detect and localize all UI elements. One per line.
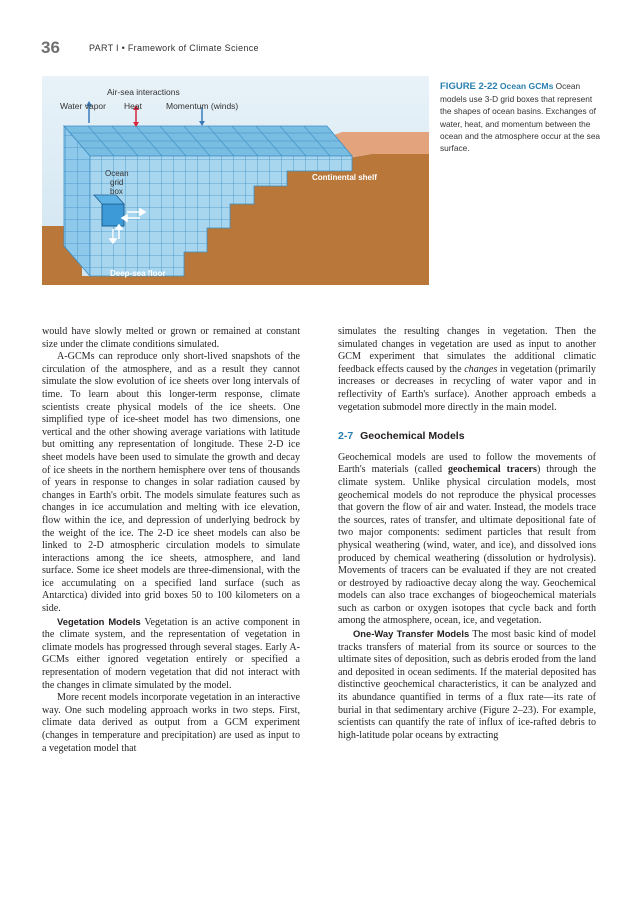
paragraph: One-Way Transfer Models The most basic kind of model tracks transfers of material from its source or sources to the ultimate sites of deposition, such as debris eroded from the land and deposited in ocean sediments. If the material deposited has distinctive geochemical characteristics, it can be analyzed and its abundance quantified in terms of a flux rate—its rate of burial in that sedimentary archive (Figure 2–23). For example, scientists can quantify the rate of influx of ice-rafted debris to high-latitude polar oceans by extracting (338, 628, 596, 741)
paragraph: would have slowly melted or grown or remained at constant size under the climate conditions simulated. (42, 326, 300, 350)
label-ocean-grid-1: Ocean (105, 169, 129, 178)
figure-caption (440, 80, 602, 154)
ocean-grid-box-highlight (102, 204, 124, 226)
label-momentum: Momentum (winds) (166, 101, 239, 111)
running-head: PART I • Framework of Climate Science (89, 43, 259, 53)
figure-ocean-gcm (42, 76, 429, 285)
ocean-grid-diagram (42, 76, 429, 285)
paragraph: Geochemical models are used to follow the movements of Earth's materials (called geochemical tracers) through the climate system. Unlike physical circulation models, most geochemical models do not reproduce the physical processes that govern the flow of air and water. Instead, the models trace the sources, rates of transfer, and ultimate depositional fate of two major components: sediment particles that result from physical weathering (wind, water, and ice), and dissolved ions produced by chemical weathering (dissolution or hydrolysis). Movements of tracers can be evaluated if they are not created or destroyed by radioactive decay along the way. Geochemical models can also trace exchanges of biogeochemical materials such as carbon or oxygen isotopes that cycle back and forth among the atmosphere, ocean, ice, and vegetation. (338, 451, 596, 627)
section-heading (338, 430, 596, 443)
label-deep-sea-floor: Deep-sea floor (110, 269, 166, 278)
figure-number: FIGURE 2-22 (440, 81, 498, 92)
label-ocean-grid-2: grid (110, 178, 124, 187)
figure-title: Ocean GCMs (499, 81, 554, 91)
body-column-left (42, 326, 300, 755)
run-in-heading-one-way: One-Way Transfer Models (353, 628, 470, 640)
emphasis: changes (464, 363, 498, 375)
label-continental-shelf: Continental shelf (312, 173, 377, 182)
figure-caption-text: Ocean models use 3-D grid boxes that represent the shapes of ocean basins. Exchanges of water, heat, and momentum between the ocean and the atmosphere occur at the sea surface. (440, 81, 601, 154)
paragraph: More recent models incorporate vegetation in an interactive way. One such modeling approach works in two steps. First, climate data derived as output from a GCM experiment (changes in temperature and precipitation) are used as input to a vegetation model that (42, 692, 300, 754)
label-heat: Heat (124, 101, 142, 111)
label-water-vapor: Water vapor (60, 101, 106, 111)
run-in-heading-vegetation: Vegetation Models (57, 615, 141, 627)
paragraph: Vegetation Models Vegetation is an active component in the climate system, and the representation of vegetation in climate models has progressed through several stages. Early A-GCMs either ignored vegetation entirely or specified a representation of modern vegetation that did not interact with the changes in climate simulated by the model. (42, 615, 300, 691)
label-ocean-grid-3: box (110, 187, 123, 196)
section-title: Geochemical Models (360, 430, 465, 443)
page-number: 36 (41, 38, 60, 57)
paragraph: A-GCMs can reproduce only short-lived snapshots of the circulation of the atmosphere, and as a result they cannot simulate the slow evolution of ice sheets over long intervals of time. To learn about this longer-term response, climate scientists create physical models of the ice sheets. One simplified type of ice-sheet model has two dimensions, one vertical and the other showing average variations with latitude but omitting any representation of longitude. These 2-D ice sheet models have been used to simulate the growth and decay of ice sheets in the northern hemisphere over tens of thousands of years in response to changes in solar radiation caused by changes in Earth's orbit. The models simulate features such as changes in ice accumulation and melting with ice elevation, flow within the ice, and depression of underlying bedrock by the weight of the ice. The 2-D ice sheet models can also be linked to 2-D atmospheric circulation models to simulate interactions among the ice sheets, atmosphere, and land surface. Some ice sheet models are three-dimensional, with the ice accumulating on a specified land surface (such as Antarctica) divided into grid boxes 50 to 100 kilometers on a side. (42, 351, 300, 615)
label-air-sea: Air-sea interactions (107, 87, 180, 97)
body-column-right (338, 326, 596, 742)
key-term: geochemical tracers (448, 464, 537, 476)
paragraph: simulates the resulting changes in vegetation. Then the simulated changes in vegetation are used as input to another GCM experiment that simulates the additional climatic feedback effects caused by the changes in vegetation (primarily increases or decreases in recycling of water vapor and in reflectivity of Earth's surface). Another approach embeds a vegetation submodel more directly in the main model. (338, 326, 596, 413)
section-number: 2-7 (338, 430, 354, 443)
